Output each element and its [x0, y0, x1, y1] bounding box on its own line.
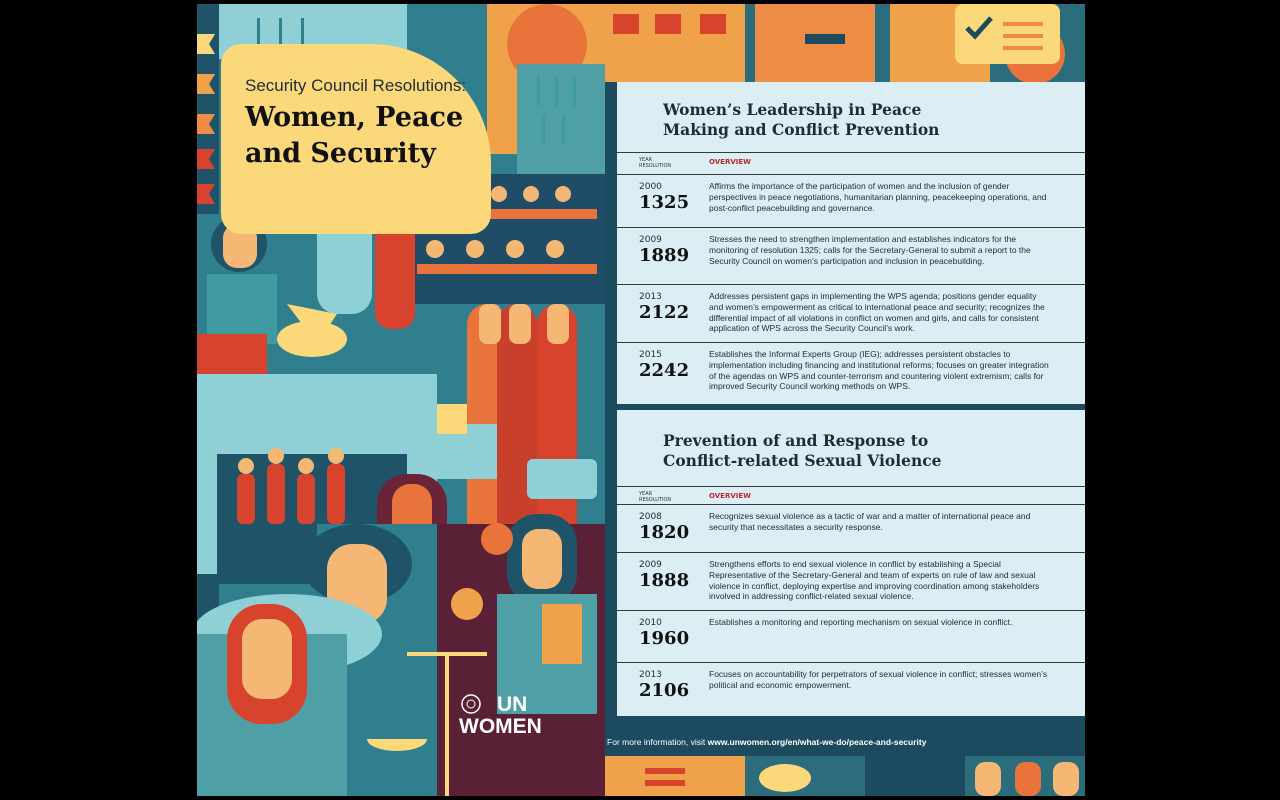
- row-resolution: 1325: [639, 192, 690, 213]
- row-resolution: 2122: [639, 302, 690, 323]
- resolution-row: [617, 610, 1085, 662]
- resolution-row: [617, 174, 1085, 227]
- un-women-logo: [459, 694, 589, 740]
- col-year-label: YEAR: [639, 157, 653, 163]
- row-overview: Focuses on accountability for perpetrators of sexual violence in conflict; stresses women’s political and economic empowerment.: [709, 669, 1048, 690]
- top-decoration: [605, 4, 1085, 82]
- resolution-row: [617, 227, 1085, 284]
- row-overview: Strengthens efforts to end sexual violence in conflict by establishing a Special Representative of the Secretary-General and team of experts on rule of law and sexual violence in conflict, deploying expertise and improving coordination among stakeholders involved in addressing conflict-related sexual violence.: [709, 559, 1040, 602]
- section-womens-leadership: [617, 82, 1085, 404]
- col-resolution-label: RESOLUTION: [639, 497, 672, 503]
- row-overview: Establishes a monitoring and reporting mechanism on sexual violence in conflict.: [709, 617, 1013, 627]
- poster-subtitle: Security Council Resolutions:: [245, 76, 467, 95]
- resolution-row: [617, 552, 1085, 610]
- resolution-row: [617, 342, 1085, 404]
- section-title: Women’s Leadership in Peace Making and Conflict Prevention: [663, 100, 940, 139]
- infographic-poster: [197, 4, 1085, 796]
- row-year: 2010: [639, 618, 662, 628]
- bottom-decoration-art: [605, 756, 1085, 796]
- row-year: 2009: [639, 560, 662, 570]
- section-title: Prevention of and Response to Conflict-related Sexual Violence: [663, 431, 942, 470]
- row-year: 2008: [639, 512, 662, 522]
- row-resolution: 1889: [639, 245, 690, 266]
- col-year-label: YEAR: [639, 491, 653, 497]
- row-resolution: 1820: [639, 522, 690, 543]
- bottom-decoration: [605, 756, 1085, 796]
- column-header: [617, 486, 1085, 504]
- logo-line-women: WOMEN: [459, 715, 542, 738]
- row-overview: Addresses persistent gaps in implementing the WPS agenda; positions gender equality and women’s empowerment as critical to international peace and security; recognizes the differential impact of all violations in conflict on women and girls, and calls for consistent application of WPS across the Security Council’s work.: [709, 291, 1045, 334]
- row-overview: Establishes the Informal Experts Group (IEG); addresses persistent obstacles to implementation including financing and institutional reforms; focuses on greater integration of the agendas on WPS and counter-terrorism and countering violent extremism; calls for improved Security Council working methods on WPS.: [709, 349, 1049, 392]
- poster-title: Women, Peace and Security: [245, 102, 464, 169]
- row-year: 2013: [639, 670, 662, 680]
- section-sexual-violence: [617, 410, 1085, 716]
- resolution-row: [617, 504, 1085, 552]
- top-decoration-art: [605, 4, 1085, 82]
- resolution-row: [617, 284, 1085, 342]
- illustration-panel: [197, 4, 605, 796]
- footer-prefix: For more information, visit: [607, 737, 708, 747]
- row-year: 2015: [639, 350, 662, 360]
- footer-info: [607, 737, 926, 747]
- row-year: 2009: [639, 235, 662, 245]
- col-overview-label: OVERVIEW: [709, 492, 751, 500]
- row-resolution: 2242: [639, 360, 690, 381]
- logo-line-un: UN: [497, 693, 528, 716]
- row-year: 2000: [639, 182, 662, 192]
- footer-link[interactable]: www.unwomen.org/en/what-we-do/peace-and-security: [707, 737, 927, 747]
- row-overview: Stresses the need to strengthen implementation and establishes indicators for the monitoring of resolution 1325; calls for the Secretary-General to submit a report to the Security Council on women’s participation and inclusion in peacebuilding.: [709, 234, 1031, 266]
- row-overview: Recognizes sexual violence as a tactic of war and a matter of international peace and security that necessitates a security response.: [709, 511, 1031, 532]
- row-resolution: 2106: [639, 680, 690, 701]
- row-resolution: 1888: [639, 570, 690, 591]
- column-header: [617, 152, 1085, 170]
- row-year: 2013: [639, 292, 662, 302]
- col-overview-label: OVERVIEW: [709, 158, 751, 166]
- row-overview: Affirms the importance of the participation of women and the inclusion of gender perspectives in peace negotiations, humanitarian planning, peacekeeping operations, and post-conflict peacebuilding and governance.: [709, 181, 1047, 213]
- row-resolution: 1960: [639, 628, 690, 649]
- resolutions-panel: [605, 4, 1085, 796]
- resolution-row: [617, 662, 1085, 716]
- col-resolution-label: RESOLUTION: [639, 163, 672, 169]
